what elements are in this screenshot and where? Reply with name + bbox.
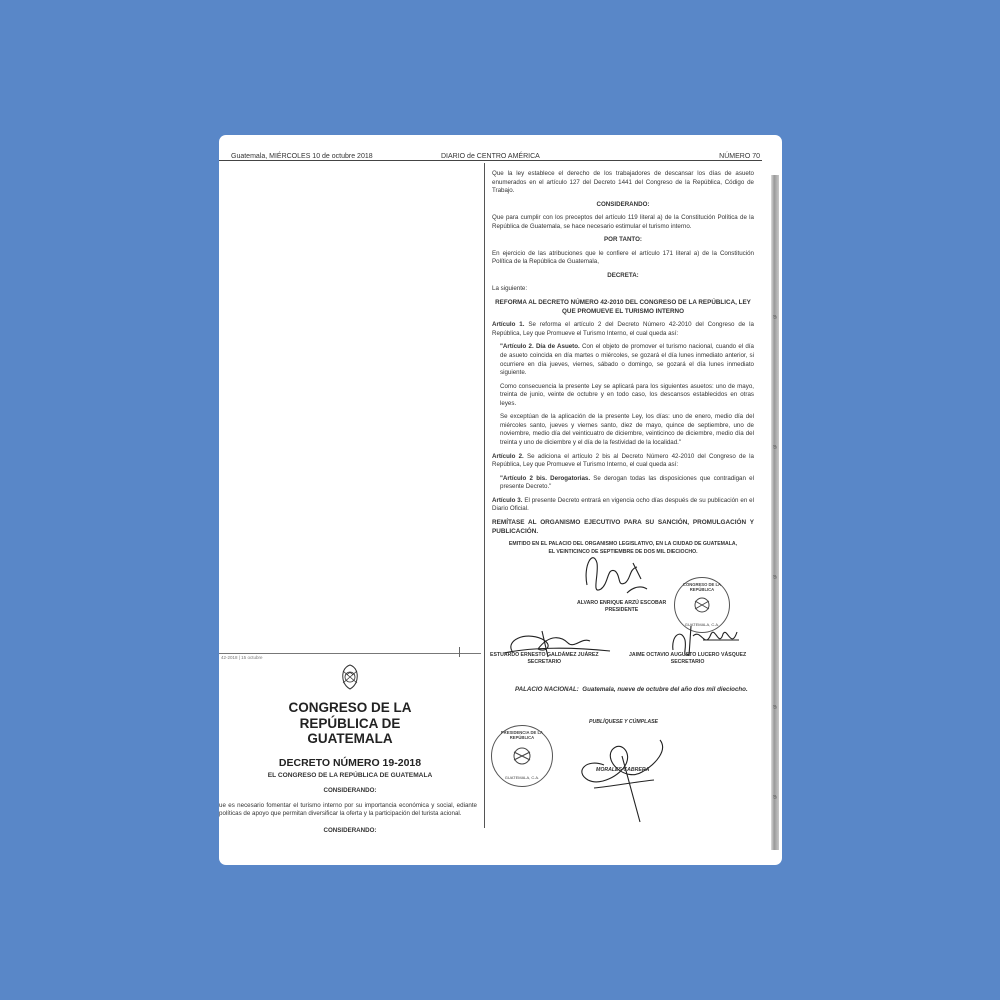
paragraph: Como consecuencia la presente Ley se aplicará para los siguientes asuetos: uno de mayo, treinta de junio, veinte de octubre y en todo caso, los descansos establecidos en otras leyes.: [500, 382, 754, 407]
article-2-bis: [492, 475, 754, 492]
article-label: Artículo 2.: [492, 452, 524, 460]
palacio-nacional-note: [515, 686, 755, 694]
secretary-1-name-block: [490, 652, 599, 666]
guatemala-coat-of-arms-icon: [338, 663, 362, 691]
considerando-heading: CONSIDERANDO:: [323, 786, 377, 794]
article-text: Se adiciona el artículo 2 bis al Decreto Número 42-2010 del Congreso de la República, Ley que Promueve el Turismo Interno, el cual queda así:: [492, 452, 754, 469]
left-column-rule: [219, 653, 481, 654]
paragraph: En ejercicio de las atribuciones que le confiere el artículo 171 literal a) de la Constitución Política de la República de Guatemala,: [492, 249, 754, 266]
left-column-content: [219, 663, 481, 834]
article-text: Con el objeto de promover el turismo nacional, cuando el día de asueto coincida en día martes o miércoles, se gozará el día lunes inmediato anterior, si ocurriere en día jueves, viernes, sábado o domingo, se gozará el día lunes inmediato siguiente.: [500, 343, 754, 377]
article-text: Se derogan todas las disposiciones que contradigan el presente Decreto.": [500, 474, 754, 491]
article-label: Artículo 1.: [492, 321, 525, 329]
secretary-2-name-block: [629, 652, 746, 666]
paragraph: Que para cumplir con los preceptos del artículo 119 literal a) de la Constitución Política de la República de Guatemala, se hace necesario estimular el turismo interno.: [492, 214, 754, 230]
margin-mark: gt: [772, 795, 777, 799]
article-label: "Artículo 2. Día de Asueto.: [500, 343, 580, 351]
congress-subtitle: EL CONGRESO DE LA REPÚBLICA DE GUATEMALA: [267, 771, 433, 779]
guatemala-emblem-icon: [510, 744, 534, 768]
header-paper-name: DIARIO de CENTRO AMÉRICA: [441, 153, 540, 160]
paragraph: Que la ley establece el derecho de los trabajadores de descansar los días de asueto enumerados en el artículo 127 del Decreto 1441 del Congreso de la República, Código de Trabajo.: [492, 170, 754, 195]
header-date: Guatemala, MIÉRCOLES 10 de octubre 2018: [231, 153, 373, 160]
margin-mark: gt: [772, 445, 777, 449]
decreta-heading: DECRETA:: [607, 271, 639, 279]
article-2: [492, 453, 754, 470]
signatory-name: ALVARO ENRIQUE ARZÚ ESCOBAR: [577, 600, 667, 606]
paragraph: Se exceptúan de la aplicación de la presente Ley, los días: uno de enero, medio día del miércoles santo, jueves y viernes santo, diez de mayo, quince de septiembre, uno de noviembre, medio día del veinticuatro de diciembre, veinticinco de diciembre, medio día del treinta y uno de diciembre y el día de la festividad de la localidad.": [500, 413, 754, 446]
emitido-paragraph: EMITIDO EN EL PALACIO DEL ORGANISMO LEGISLATIVO, EN LA CIUDAD DE GUATEMALA, EL VEINTICINCO DE SEPTIEMBRE DE DOS MIL DIECIOCHO.: [508, 541, 738, 555]
signatory-name: ESTUARDO ERNESTO GALDÁMEZ JUÁREZ: [490, 652, 599, 658]
article-3: [492, 497, 754, 514]
decree-title: REFORMA AL DECRETO NÚMERO 42-2010 DEL CONGRESO DE LA REPÚBLICA, LEY QUE PROMUEVE EL TURISMO INTERNO: [495, 299, 751, 315]
morales-name: MORALES CABRERA: [596, 767, 650, 773]
page-edge-shadow: [771, 175, 779, 850]
column-divider: [484, 163, 485, 828]
signatory-title: SECRETARIO: [670, 658, 705, 665]
seal-text: GUATEMALA, C.A.: [504, 775, 540, 780]
margin-mark: gt: [772, 315, 777, 319]
remitase-paragraph: REMÍTASE AL ORGANISMO EJECUTIVO PARA SU SANCIÓN, PROMULGACIÓN Y PUBLICACIÓN.: [492, 518, 754, 535]
left-paragraph: ue es necesario fomentar el turismo interno por su importancia económica y social, ediante políticas de apoyo que permitan diversificar la oferta y la participación del turista acional.: [219, 801, 477, 818]
article-label: "Artículo 2 bis. Derogatorias.: [500, 474, 591, 482]
por-tanto-heading: POR TANTO:: [604, 236, 642, 244]
left-column-stub: 42-2018 | 15 octubre: [221, 655, 263, 660]
publiquese-label: PUBLÍQUESE Y CÚMPLASE: [589, 719, 658, 725]
left-column-tick: [459, 647, 460, 657]
signatory-title: SECRETARIO: [527, 658, 562, 665]
seal-text: GUATEMALA, C.A.: [684, 622, 720, 627]
article-1: [492, 321, 754, 338]
seal-text: PRESIDENCIA DE LA REPÚBLICA: [500, 730, 544, 740]
palacio-label: PALACIO NACIONAL:: [515, 686, 579, 693]
guatemala-emblem-icon: [691, 594, 713, 616]
seal-text: CONGRESO DE LA REPÚBLICA: [682, 582, 722, 592]
margin-mark: gt: [772, 705, 777, 709]
president-name-block: [577, 600, 666, 614]
header-number: NÚMERO 70: [719, 153, 760, 160]
president-signature: [581, 545, 651, 603]
header-rule: [219, 160, 762, 161]
paragraph: La siguiente:: [492, 285, 528, 293]
presidencia-seal: [491, 725, 553, 787]
palacio-text: Guatemala, nueve de octubre del año dos mil dieciocho.: [582, 686, 748, 693]
article-text: El presente Decreto entrará en vigencia ocho días después de su publicación en el Diario Oficial.: [492, 496, 754, 513]
article-label: Artículo 3.: [492, 496, 523, 504]
article-2-quote: [492, 343, 754, 377]
signatory-name: JAIME OCTAVIO AUGUSTO LUCERO VÁSQUEZ: [629, 652, 747, 658]
signatory-title: PRESIDENTE: [605, 606, 639, 613]
article-text: Se reforma el artículo 2 del Decreto Número 42-2010 del Congreso de la República, Ley que Promueve el Turismo Interno, el cual queda así:: [492, 321, 754, 337]
decree-number: DECRETO NÚMERO 19-2018: [278, 756, 422, 769]
considerando-heading: CONSIDERANDO:: [596, 200, 650, 208]
document-page: [219, 135, 782, 865]
considerando-heading: CONSIDERANDO:: [323, 826, 377, 834]
right-column: [492, 170, 754, 560]
margin-mark: gt: [772, 575, 777, 579]
congress-title: CONGRESO DE LA REPÚBLICA DE GUATEMALA: [288, 700, 412, 747]
